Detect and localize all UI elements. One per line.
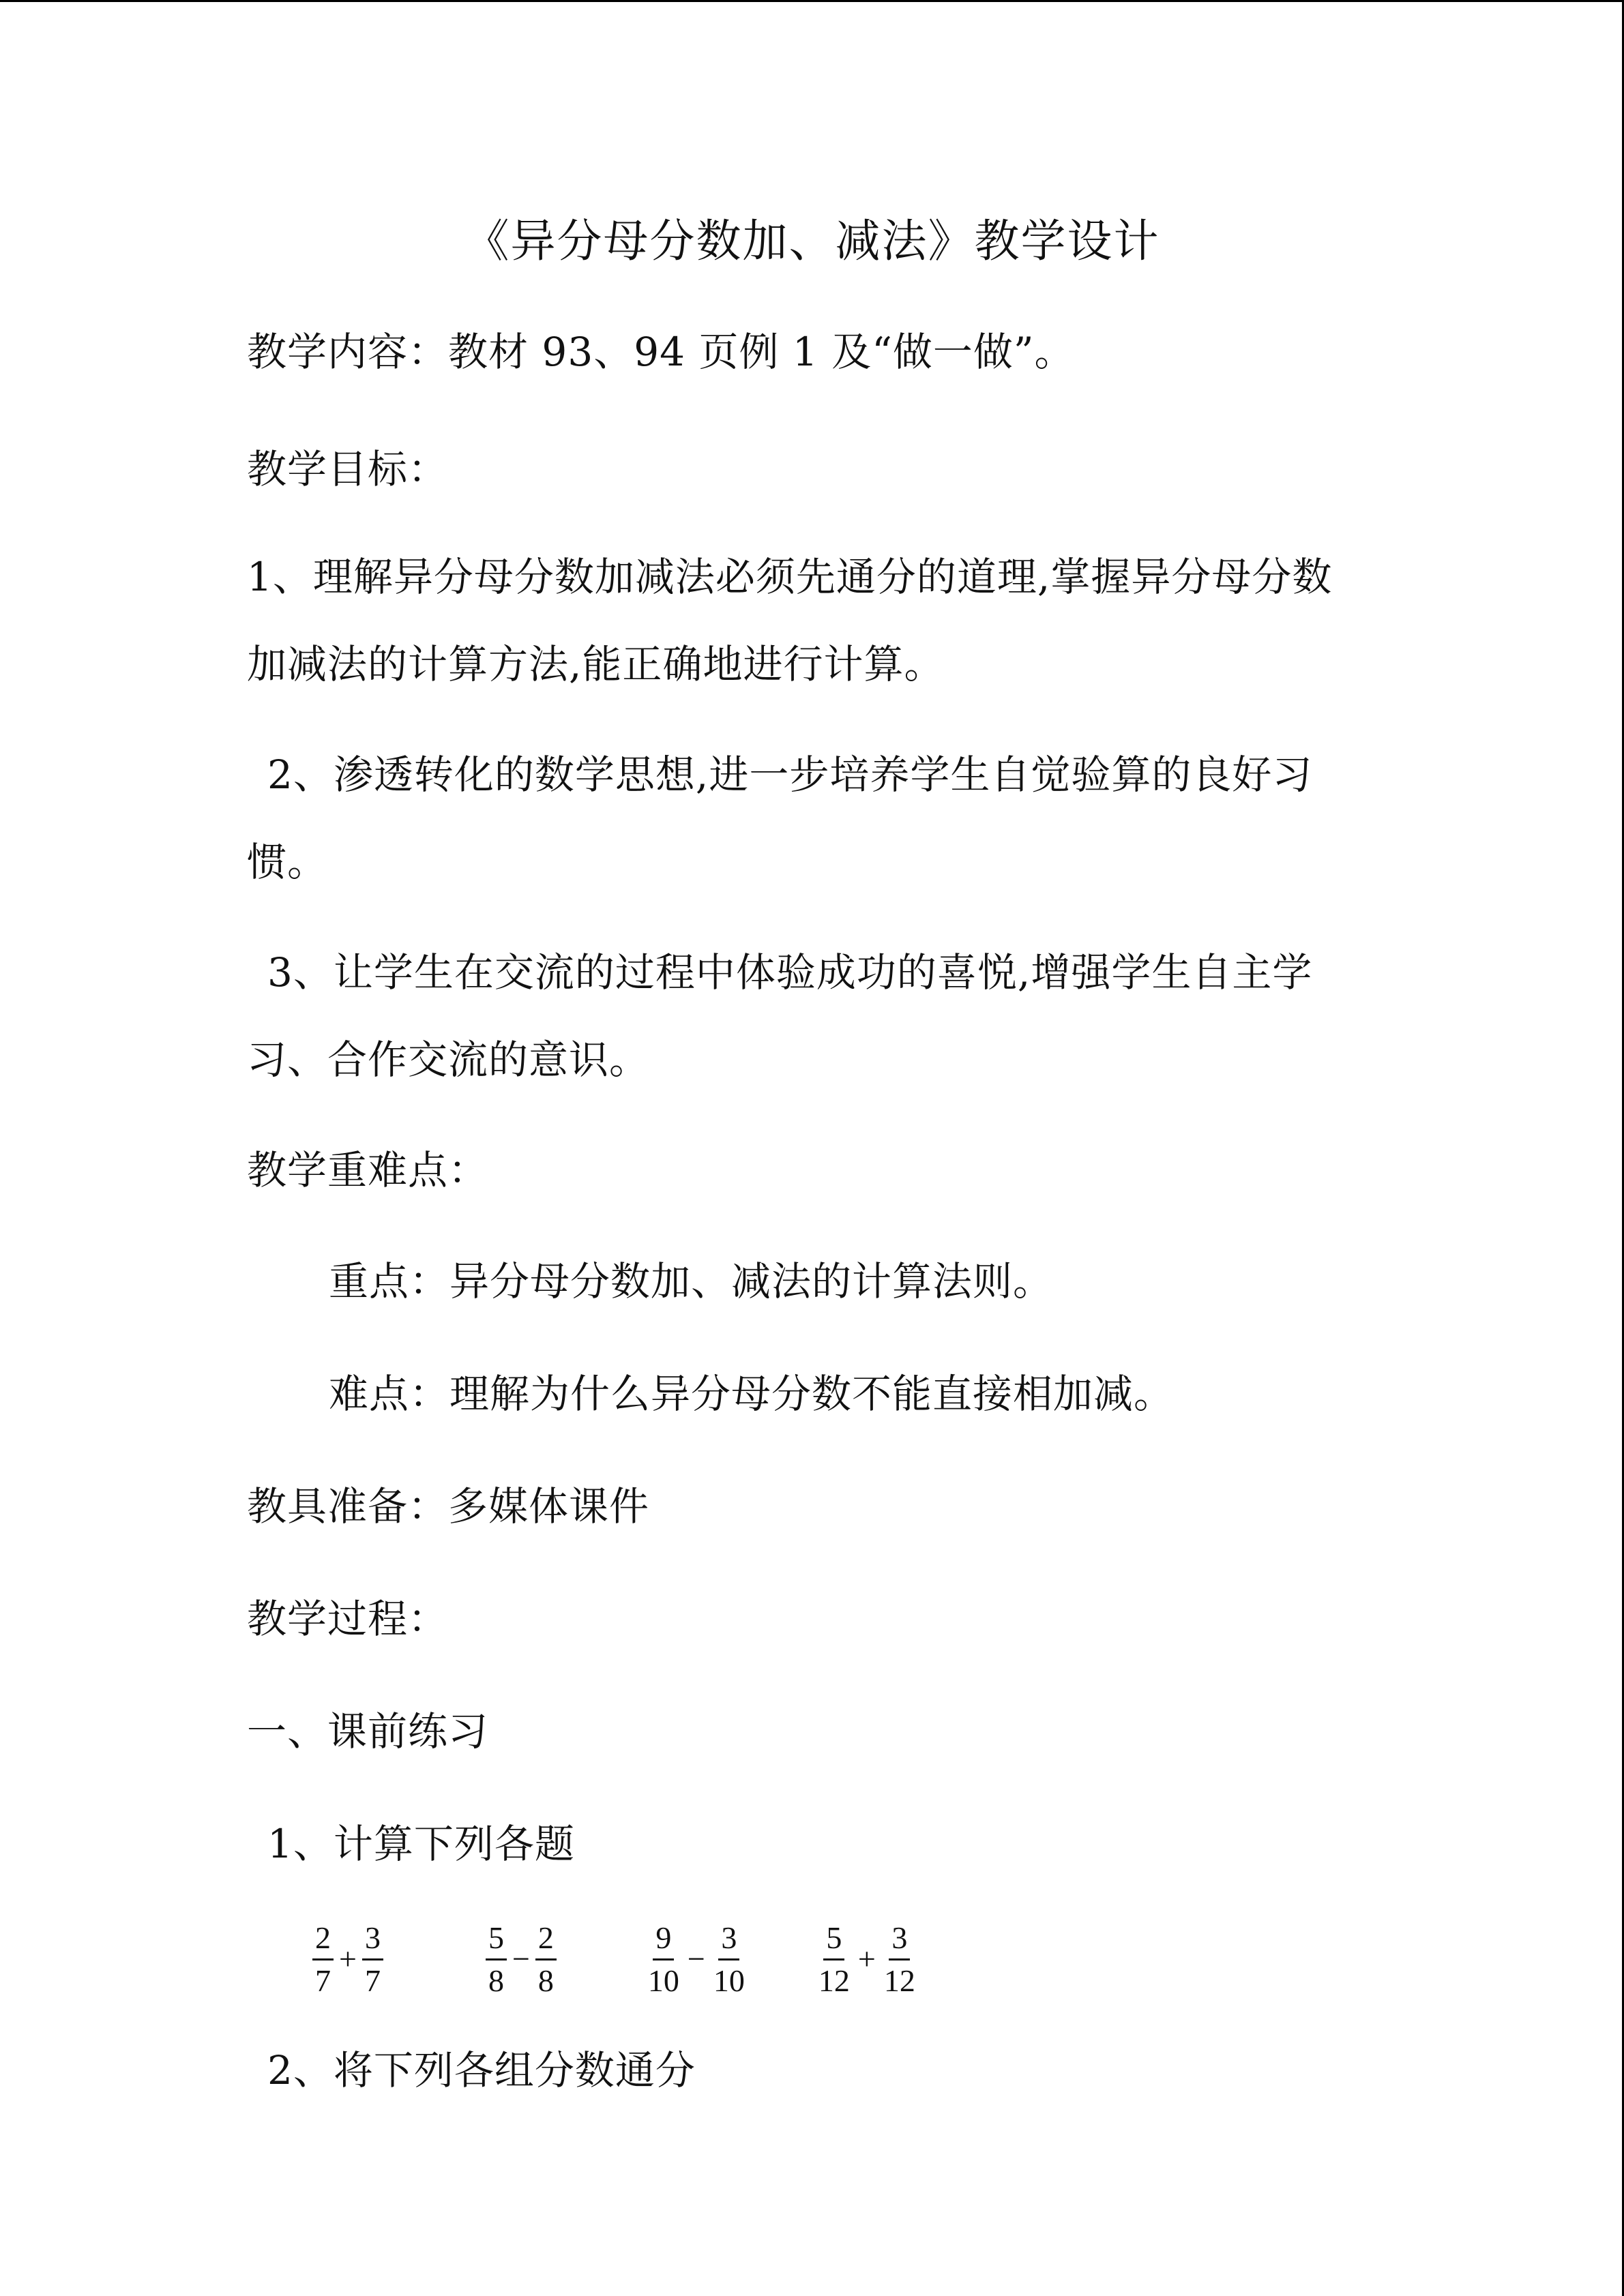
fraction-exercises [312, 1915, 918, 2003]
numerator: 2 [312, 1920, 334, 1960]
exercise-2 [486, 1920, 557, 1999]
denominator: 10 [647, 1963, 679, 1998]
objective-1-line-2: 加减法的计算方法,能正确地进行计算。 [247, 641, 945, 687]
objective-2-line-1: 2、渗透转化的数学思想,进一步培养学生自觉验算的良好习 [267, 751, 1313, 798]
fraction [362, 1920, 383, 1999]
numerator: 3 [718, 1920, 739, 1960]
fraction [881, 1920, 918, 1999]
numerator: 5 [823, 1920, 844, 1960]
operator: − [512, 1941, 530, 1976]
objectives-heading: 教学目标： [247, 446, 449, 492]
denominator: 7 [364, 1963, 381, 1998]
denominator: 10 [713, 1963, 745, 1998]
fraction [645, 1920, 682, 1999]
denominator: 12 [883, 1963, 915, 1998]
task-1-heading: 1、计算下列各题 [267, 1821, 575, 1867]
key-point-difficulty: 难点：理解为什么异分母分数不能直接相加减。 [329, 1371, 1175, 1417]
numerator: 3 [889, 1920, 910, 1960]
process-heading: 教学过程： [247, 1596, 449, 1642]
materials-line: 教具准备：多媒体课件 [247, 1483, 650, 1530]
numerator: 3 [362, 1920, 383, 1960]
operator: + [339, 1941, 357, 1976]
fraction [535, 1920, 557, 1999]
denominator: 12 [818, 1963, 850, 1998]
page-title: 《异分母分数加、减法》教学设计 [464, 215, 1160, 267]
teaching-content: 教学内容：教材 93、94 页例 1 及“做一做”。 [247, 329, 1075, 375]
operator: − [687, 1941, 705, 1976]
objective-3-line-2: 习、合作交流的意识。 [247, 1037, 650, 1083]
exercise-4 [816, 1920, 918, 1999]
objective-3-line-1: 3、让学生在交流的过程中体验成功的喜悦,增强学生自主学 [267, 949, 1313, 996]
objective-1-line-1: 1、理解异分母分数加减法必须先通分的道理,掌握异分母分数 [247, 554, 1333, 600]
exercise-1 [312, 1920, 383, 1999]
key-point-focus: 重点：异分母分数加、减法的计算法则。 [329, 1258, 1054, 1304]
fraction [711, 1920, 748, 1999]
operator: + [857, 1941, 876, 1976]
fraction [816, 1920, 853, 1999]
exercise-3 [645, 1920, 748, 1999]
key-points-heading: 教学重难点： [247, 1147, 489, 1193]
numerator: 9 [653, 1920, 674, 1960]
fraction [312, 1920, 334, 1999]
denominator: 8 [537, 1963, 554, 1998]
numerator: 5 [486, 1920, 507, 1960]
denominator: 8 [488, 1963, 504, 1998]
task-2-heading: 2、将下列各组分数通分 [267, 2047, 696, 2093]
denominator: 7 [315, 1963, 331, 1998]
numerator: 2 [535, 1920, 557, 1960]
section-heading-pre-class-practice: 一、课前练习 [247, 1708, 489, 1755]
objective-2-line-2: 惯。 [247, 839, 328, 885]
fraction [486, 1920, 507, 1999]
